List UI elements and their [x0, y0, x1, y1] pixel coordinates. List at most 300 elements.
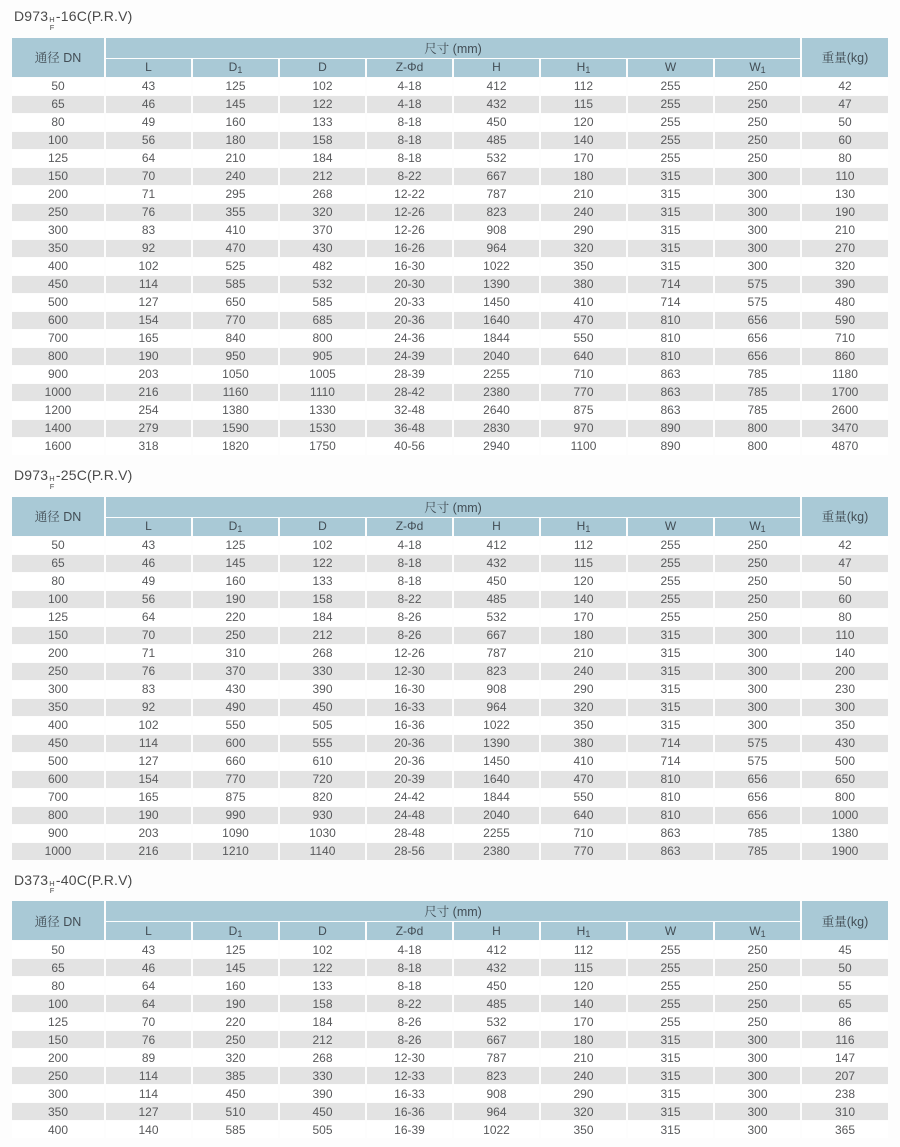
table-cell: 900 [12, 825, 104, 842]
table-cell: 710 [802, 330, 888, 347]
table-row [12, 843, 888, 860]
table-cell: 320 [802, 258, 888, 275]
table-cell: 300 [715, 1103, 800, 1120]
table-cell: 900 [12, 366, 104, 383]
table-cell: 610 [280, 753, 365, 770]
table-cell: 1450 [454, 753, 539, 770]
table-cell: 1530 [280, 420, 365, 437]
table-cell: 1005 [280, 366, 365, 383]
table-cell: 300 [715, 168, 800, 185]
table-row [12, 1049, 888, 1066]
table-cell: 16-33 [367, 699, 452, 716]
table-row [12, 384, 888, 401]
table-cell: 412 [454, 941, 539, 958]
table-cell: 485 [454, 591, 539, 608]
table-row [12, 240, 888, 257]
column-header-h: H [454, 922, 539, 940]
table-cell: 770 [193, 312, 278, 329]
table-cell: 640 [541, 348, 626, 365]
column-header-l: L [106, 922, 191, 940]
table-cell: 505 [280, 717, 365, 734]
column-header-d1: $D_1$ [193, 518, 278, 536]
table-cell: 310 [193, 645, 278, 662]
model-hf-fraction [49, 475, 55, 491]
table-row [12, 681, 888, 698]
table-cell: 50 [802, 114, 888, 131]
table-cell: 76 [106, 1031, 191, 1048]
table-cell: 125 [12, 609, 104, 626]
table-cell: 430 [802, 735, 888, 752]
table-cell: 860 [802, 348, 888, 365]
table-cell: 315 [628, 1121, 713, 1138]
table-cell: 300 [715, 645, 800, 662]
table-cell: 890 [628, 420, 713, 437]
table-cell: 46 [106, 959, 191, 976]
table-row [12, 1085, 888, 1102]
table-cell: 20-33 [367, 294, 452, 311]
table-cell: 500 [802, 753, 888, 770]
table-cell: 216 [106, 843, 191, 860]
table-cell: 255 [628, 977, 713, 994]
table-cell: 400 [12, 1121, 104, 1138]
table-cell: 250 [12, 204, 104, 221]
table-row [12, 78, 888, 95]
table-cell: 8-26 [367, 627, 452, 644]
table-cell: 100 [12, 995, 104, 1012]
table-cell: 268 [280, 645, 365, 662]
table-cell: 1400 [12, 420, 104, 437]
table-cell: 450 [12, 276, 104, 293]
table-cell: 255 [628, 78, 713, 95]
table-cell: 112 [541, 941, 626, 958]
table-cell: 114 [106, 276, 191, 293]
table-cell: 133 [280, 977, 365, 994]
table-cell: 787 [454, 645, 539, 662]
table-cell: 350 [541, 717, 626, 734]
table-cell: 150 [12, 1031, 104, 1048]
model-title [14, 8, 890, 32]
table-cell: 350 [12, 1103, 104, 1120]
table-cell: 412 [454, 537, 539, 554]
table-cell: 785 [715, 366, 800, 383]
table-body [12, 78, 888, 455]
table-cell: 114 [106, 1085, 191, 1102]
table-cell: 575 [715, 276, 800, 293]
table-cell: 125 [12, 150, 104, 167]
model-suffix: -16C(P.R.V) [55, 8, 133, 24]
table-cell: 12-22 [367, 186, 452, 203]
table-row [12, 807, 888, 824]
table-cell: 840 [193, 330, 278, 347]
table-cell: 300 [715, 1085, 800, 1102]
table-cell: 1844 [454, 330, 539, 347]
table-cell: 43 [106, 941, 191, 958]
table-cell: 140 [541, 132, 626, 149]
table-cell: 656 [715, 348, 800, 365]
table-cell: 315 [628, 186, 713, 203]
table-cell: 800 [12, 348, 104, 365]
table-cell: 120 [541, 114, 626, 131]
column-header-w1: $W_1$ [715, 922, 800, 940]
table-cell: 1140 [280, 843, 365, 860]
table-cell: 190 [193, 995, 278, 1012]
table-cell: 49 [106, 114, 191, 131]
table-cell: 1600 [12, 438, 104, 455]
table-cell: 656 [715, 330, 800, 347]
table-row [12, 591, 888, 608]
table-cell: 575 [715, 735, 800, 752]
table-cell: 320 [193, 1049, 278, 1066]
spec-section-40c [10, 872, 890, 1140]
table-cell: 210 [541, 1049, 626, 1066]
table-cell: 154 [106, 771, 191, 788]
table-cell: 320 [541, 1103, 626, 1120]
table-cell: 710 [541, 825, 626, 842]
column-header-weight: 重量(kg) [802, 38, 888, 77]
table-cell: 250 [715, 941, 800, 958]
table-cell: 800 [802, 789, 888, 806]
table-cell: 115 [541, 555, 626, 572]
table-cell: 28-39 [367, 366, 452, 383]
table-cell: 1022 [454, 258, 539, 275]
table-cell: 315 [628, 222, 713, 239]
table-cell: 720 [280, 771, 365, 788]
table-cell: 300 [715, 240, 800, 257]
table-row [12, 1067, 888, 1084]
table-cell: 8-26 [367, 609, 452, 626]
table-cell: 532 [454, 150, 539, 167]
table-cell: 250 [12, 663, 104, 680]
table-cell: 300 [12, 222, 104, 239]
table-cell: 667 [454, 168, 539, 185]
table-cell: 8-22 [367, 995, 452, 1012]
table-cell: 585 [193, 1121, 278, 1138]
table-cell: 158 [280, 132, 365, 149]
table-cell: 140 [106, 1121, 191, 1138]
table-cell: 823 [454, 663, 539, 680]
table-cell: 1160 [193, 384, 278, 401]
table-cell: 350 [12, 240, 104, 257]
table-row [12, 771, 888, 788]
table-cell: 184 [280, 1013, 365, 1030]
table-cell: 20-36 [367, 312, 452, 329]
table-cell: 200 [12, 645, 104, 662]
table-cell: 43 [106, 78, 191, 95]
table-row [12, 438, 888, 455]
model-prefix: D373 [14, 871, 49, 888]
table-cell: 140 [541, 591, 626, 608]
table-cell: 250 [715, 591, 800, 608]
table-cell: 16-30 [367, 681, 452, 698]
table-cell: 28-48 [367, 825, 452, 842]
table-cell: 300 [715, 204, 800, 221]
table-cell: 46 [106, 555, 191, 572]
table-cell: 300 [12, 681, 104, 698]
table-cell: 60 [802, 591, 888, 608]
table-cell: 450 [280, 699, 365, 716]
table-cell: 1000 [12, 384, 104, 401]
table-cell: 787 [454, 1049, 539, 1066]
table-cell: 190 [193, 591, 278, 608]
table-cell: 785 [715, 843, 800, 860]
table-cell: 80 [802, 609, 888, 626]
table-cell: 20-30 [367, 276, 452, 293]
table-cell: 64 [106, 977, 191, 994]
fraction-top: H [49, 15, 55, 24]
table-cell: 255 [628, 573, 713, 590]
fraction-top: H [49, 878, 55, 888]
table-row [12, 995, 888, 1012]
table-body [12, 941, 888, 1138]
table-cell: 255 [628, 555, 713, 572]
table-cell: 220 [193, 1013, 278, 1030]
table-row [12, 1103, 888, 1120]
table-cell: 585 [280, 294, 365, 311]
table-cell: 4-18 [367, 941, 452, 958]
table-cell: 100 [12, 591, 104, 608]
table-cell: 255 [628, 591, 713, 608]
table-cell: 24-39 [367, 348, 452, 365]
table-row [12, 204, 888, 221]
table-row [12, 1013, 888, 1030]
column-header-weight: 重量(kg) [802, 497, 888, 536]
table-cell: 250 [715, 609, 800, 626]
column-header-z-phi-d: Z-Φd [367, 922, 452, 940]
table-cell: 1100 [541, 438, 626, 455]
table-cell: 908 [454, 222, 539, 239]
column-header-d: D [280, 922, 365, 940]
table-cell: 71 [106, 645, 191, 662]
table-cell: 83 [106, 681, 191, 698]
table-cell: 400 [12, 717, 104, 734]
table-row [12, 150, 888, 167]
table-cell: 640 [541, 807, 626, 824]
table-cell: 600 [12, 771, 104, 788]
table-cell: 2255 [454, 366, 539, 383]
table-cell: 1022 [454, 717, 539, 734]
table-cell: 550 [541, 330, 626, 347]
table-cell: 320 [541, 240, 626, 257]
table-cell: 158 [280, 591, 365, 608]
table-cell: 810 [628, 348, 713, 365]
table-cell: 315 [628, 663, 713, 680]
table-cell: 863 [628, 825, 713, 842]
table-row [12, 258, 888, 275]
table-cell: 410 [541, 294, 626, 311]
column-header-h: H [454, 59, 539, 77]
model-title [14, 467, 890, 491]
table-cell: 238 [802, 1085, 888, 1102]
table-cell: 130 [802, 186, 888, 203]
table-cell: 656 [715, 312, 800, 329]
table-cell: 770 [193, 771, 278, 788]
table-cell: 350 [12, 699, 104, 716]
table-cell: 532 [454, 1013, 539, 1030]
table-cell: 656 [715, 789, 800, 806]
table-row [12, 627, 888, 644]
model-title [14, 872, 890, 896]
table-cell: 46 [106, 96, 191, 113]
table-cell: 250 [715, 573, 800, 590]
table-cell: 170 [541, 1013, 626, 1030]
table-cell: 70 [106, 168, 191, 185]
table-cell: 714 [628, 276, 713, 293]
table-cell: 863 [628, 366, 713, 383]
table-cell: 180 [193, 132, 278, 149]
table-cell: 650 [802, 771, 888, 788]
table-cell: 102 [106, 717, 191, 734]
table-cell: 114 [106, 735, 191, 752]
table-cell: 210 [541, 186, 626, 203]
table-cell: 190 [106, 807, 191, 824]
table-cell: 660 [193, 753, 278, 770]
table-row [12, 294, 888, 311]
table-cell: 2380 [454, 843, 539, 860]
table-cell: 315 [628, 168, 713, 185]
fraction-bottom: F [49, 22, 55, 32]
table-cell: 20-36 [367, 735, 452, 752]
fraction-bottom: F [49, 886, 55, 896]
table-cell: 532 [280, 276, 365, 293]
table-cell: 255 [628, 537, 713, 554]
table-cell: 1390 [454, 276, 539, 293]
table-cell: 432 [454, 96, 539, 113]
table-cell: 330 [280, 663, 365, 680]
table-cell: 370 [280, 222, 365, 239]
table-cell: 823 [454, 1067, 539, 1084]
table-cell: 170 [541, 609, 626, 626]
table-cell: 1844 [454, 789, 539, 806]
table-cell: 600 [193, 735, 278, 752]
table-cell: 127 [106, 1103, 191, 1120]
table-cell: 990 [193, 807, 278, 824]
table-cell: 160 [193, 114, 278, 131]
table-cell: 656 [715, 807, 800, 824]
spec-table-25c [10, 496, 890, 861]
column-header-d: D [280, 59, 365, 77]
table-cell: 863 [628, 843, 713, 860]
table-cell: 12-30 [367, 663, 452, 680]
table-cell: 350 [802, 717, 888, 734]
table-cell: 140 [541, 995, 626, 1012]
table-cell: 810 [628, 771, 713, 788]
table-row [12, 941, 888, 958]
model-hf-fraction [49, 16, 55, 32]
table-header [12, 901, 888, 940]
table-cell: 585 [193, 276, 278, 293]
table-cell: 47 [802, 96, 888, 113]
table-cell: 667 [454, 1031, 539, 1048]
table-cell: 380 [541, 735, 626, 752]
table-cell: 45 [802, 941, 888, 958]
table-cell: 158 [280, 995, 365, 1012]
table-cell: 714 [628, 753, 713, 770]
table-cell: 300 [715, 717, 800, 734]
table-cell: 1050 [193, 366, 278, 383]
table-cell: 145 [193, 96, 278, 113]
table-cell: 785 [715, 384, 800, 401]
table-cell: 2040 [454, 348, 539, 365]
table-cell: 1590 [193, 420, 278, 437]
table-cell: 555 [280, 735, 365, 752]
table-row [12, 186, 888, 203]
table-cell: 1700 [802, 384, 888, 401]
table-cell: 1110 [280, 384, 365, 401]
table-cell: 125 [193, 941, 278, 958]
column-header-z-phi-d: Z-Φd [367, 518, 452, 536]
table-cell: 255 [628, 1013, 713, 1030]
table-cell: 145 [193, 555, 278, 572]
table-cell: 890 [628, 438, 713, 455]
table-cell: 28-42 [367, 384, 452, 401]
table-cell: 64 [106, 995, 191, 1012]
table-cell: 250 [715, 995, 800, 1012]
table-cell: 863 [628, 384, 713, 401]
table-cell: 430 [193, 681, 278, 698]
table-cell: 115 [541, 959, 626, 976]
table-cell: 410 [541, 753, 626, 770]
table-cell: 240 [193, 168, 278, 185]
table-cell: 184 [280, 609, 365, 626]
table-cell: 8-18 [367, 150, 452, 167]
table-cell: 40-56 [367, 438, 452, 455]
table-cell: 12-30 [367, 1049, 452, 1066]
column-header-h1: $H_1$ [541, 518, 626, 536]
table-cell: 8-18 [367, 977, 452, 994]
table-cell: 254 [106, 402, 191, 419]
column-header-dn: 通径 DN [12, 901, 104, 940]
table-cell: 102 [280, 537, 365, 554]
table-cell: 71 [106, 186, 191, 203]
table-cell: 315 [628, 1103, 713, 1120]
table-cell: 450 [12, 735, 104, 752]
table-cell: 255 [628, 995, 713, 1012]
table-cell: 210 [541, 645, 626, 662]
table-row [12, 330, 888, 347]
table-cell: 300 [715, 186, 800, 203]
table-cell: 83 [106, 222, 191, 239]
table-cell: 1330 [280, 402, 365, 419]
table-cell: 122 [280, 555, 365, 572]
table-cell: 505 [280, 1121, 365, 1138]
table-row [12, 222, 888, 239]
table-cell: 410 [193, 222, 278, 239]
table-cell: 930 [280, 807, 365, 824]
table-cell: 32-48 [367, 402, 452, 419]
table-cell: 2830 [454, 420, 539, 437]
table-cell: 315 [628, 204, 713, 221]
table-cell: 4-18 [367, 537, 452, 554]
table-cell: 300 [715, 663, 800, 680]
table-cell: 60 [802, 132, 888, 149]
table-cell: 470 [193, 240, 278, 257]
table-cell: 24-48 [367, 807, 452, 824]
table-cell: 210 [193, 150, 278, 167]
table-cell: 207 [802, 1067, 888, 1084]
table-cell: 295 [193, 186, 278, 203]
table-row [12, 132, 888, 149]
table-cell: 2040 [454, 807, 539, 824]
table-cell: 800 [715, 438, 800, 455]
table-row [12, 312, 888, 329]
table-cell: 315 [628, 258, 713, 275]
table-cell: 133 [280, 573, 365, 590]
table-cell: 700 [12, 330, 104, 347]
table-cell: 250 [715, 96, 800, 113]
table-cell: 268 [280, 1049, 365, 1066]
table-cell: 240 [541, 663, 626, 680]
table-cell: 133 [280, 114, 365, 131]
